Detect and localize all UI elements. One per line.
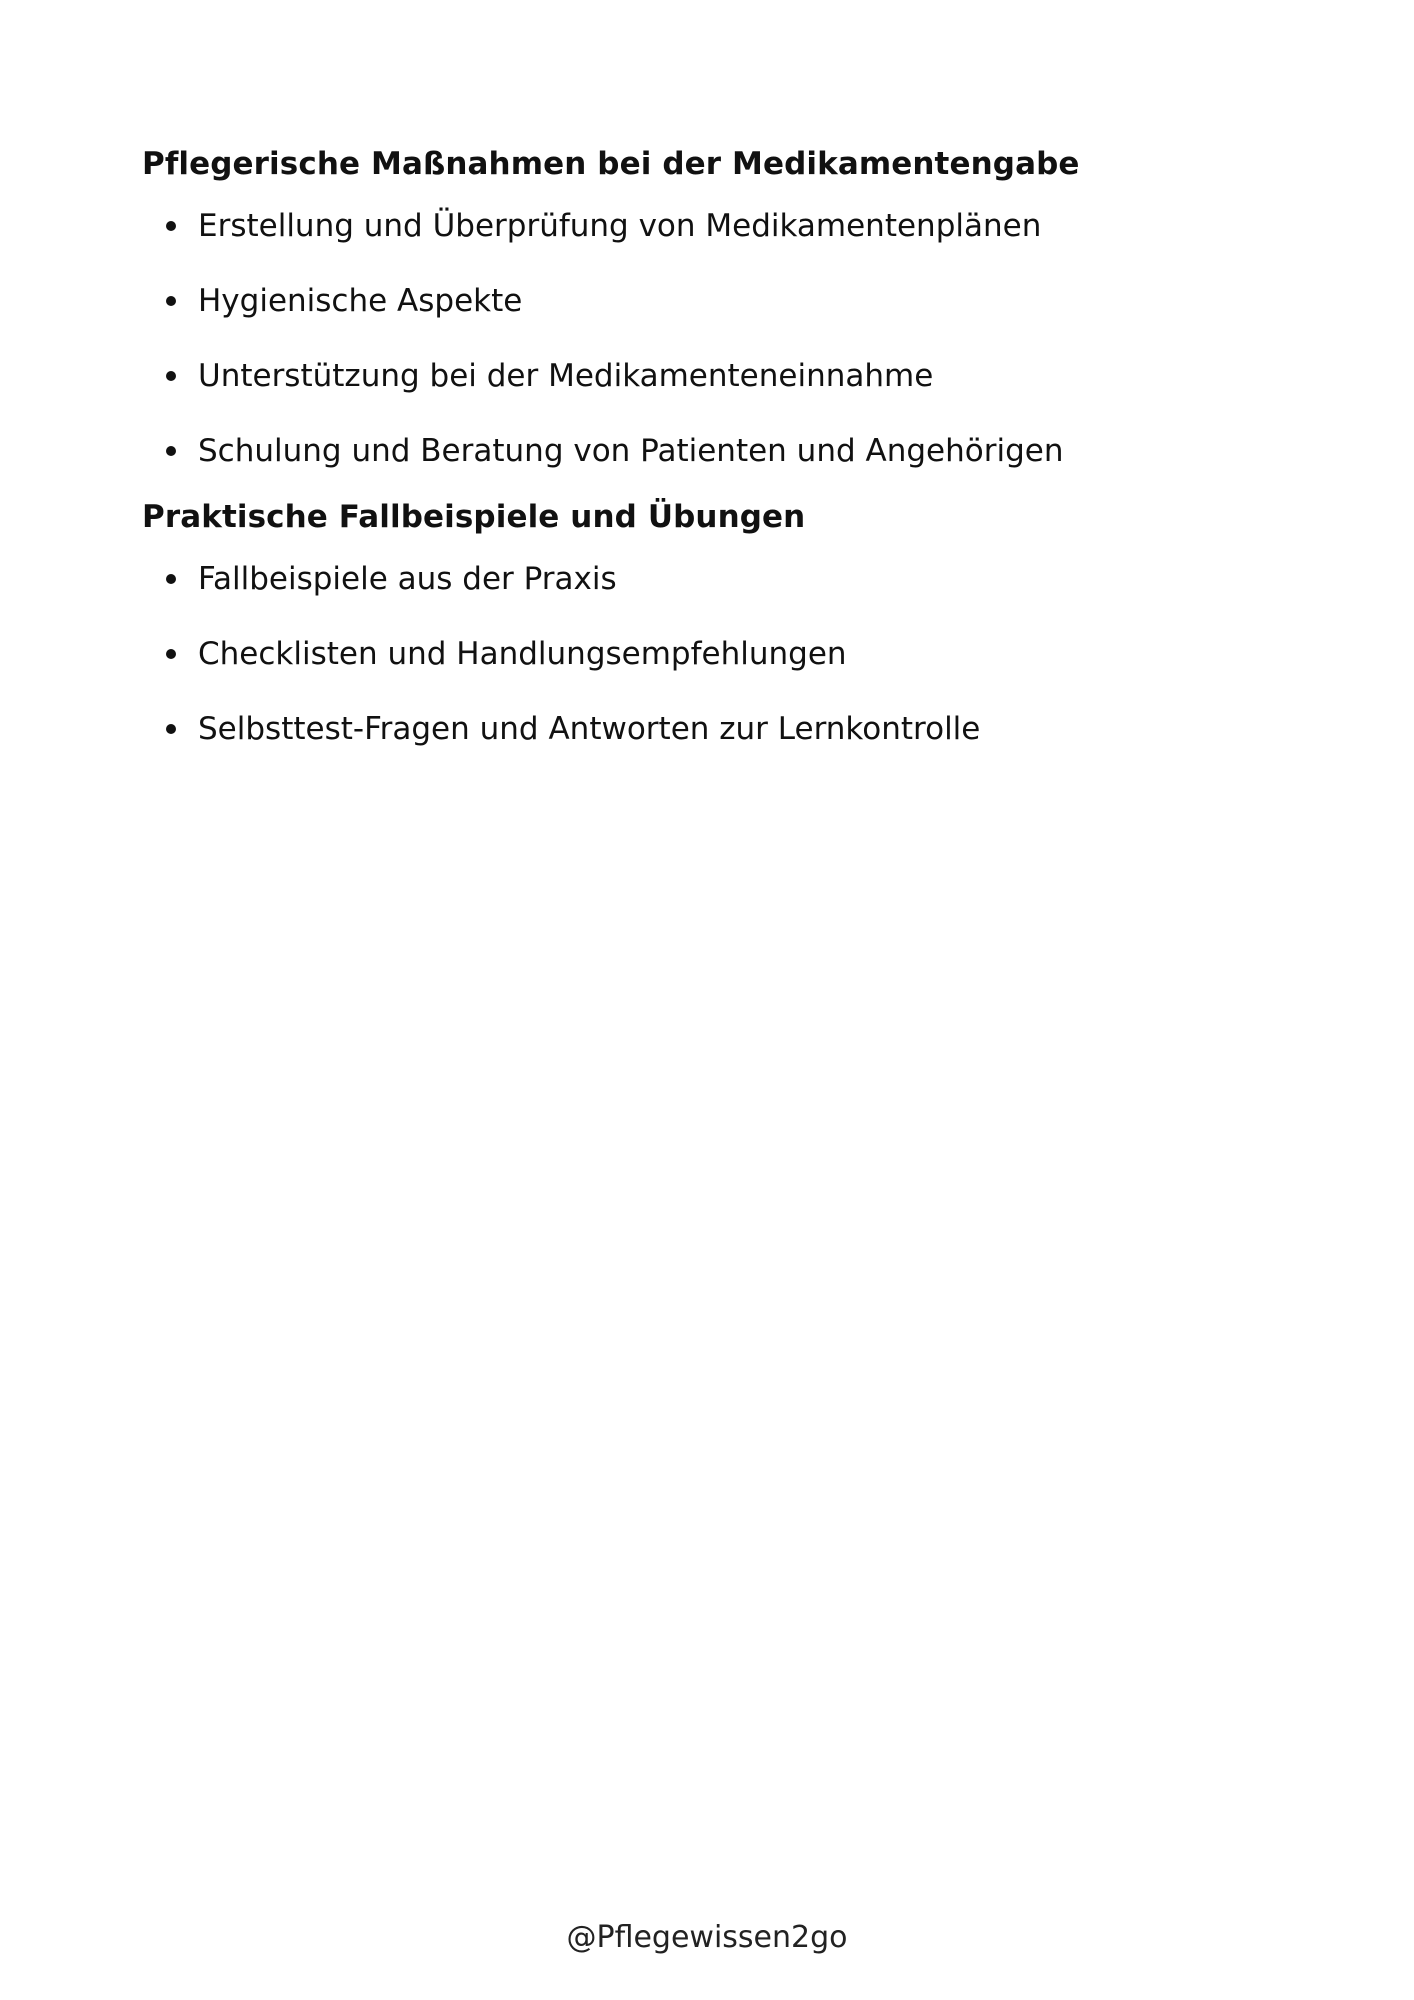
- list-item: [142, 202, 1272, 250]
- list-item-text: Erstellung und Überprüfung von Medikamentenplänen: [198, 208, 1042, 244]
- bullet-icon: [166, 574, 176, 584]
- bullet-icon: [166, 296, 176, 306]
- bullet-icon: [166, 724, 176, 734]
- list-item: [142, 352, 1272, 400]
- list-item: [142, 705, 1272, 753]
- footer-handle: @Pflegewissen2go: [566, 1920, 848, 1955]
- section-heading-case-studies: Praktische Fallbeispiele und Übungen: [142, 499, 806, 535]
- case-studies-list: [142, 555, 1272, 753]
- list-item: [142, 427, 1272, 475]
- section-heading-medication-measures: Pflegerische Maßnahmen bei der Medikamentengabe: [142, 146, 1080, 182]
- list-item-text: Checklisten und Handlungsempfehlungen: [198, 636, 847, 672]
- list-item-text: Schulung und Beratung von Patienten und Angehörigen: [198, 433, 1064, 469]
- medication-measures-list: [142, 202, 1272, 475]
- page-content: [142, 140, 1272, 771]
- list-item-text: Unterstützung bei der Medikamenteneinnahme: [198, 358, 934, 394]
- list-item: [142, 277, 1272, 325]
- list-item-text: Hygienische Aspekte: [198, 283, 523, 319]
- bullet-icon: [166, 446, 176, 456]
- list-item: [142, 555, 1272, 603]
- list-item-text: Selbsttest-Fragen und Antworten zur Lernkontrolle: [198, 711, 981, 747]
- bullet-icon: [166, 649, 176, 659]
- bullet-icon: [166, 371, 176, 381]
- bullet-icon: [166, 221, 176, 231]
- list-item: [142, 630, 1272, 678]
- list-item-text: Fallbeispiele aus der Praxis: [198, 561, 617, 597]
